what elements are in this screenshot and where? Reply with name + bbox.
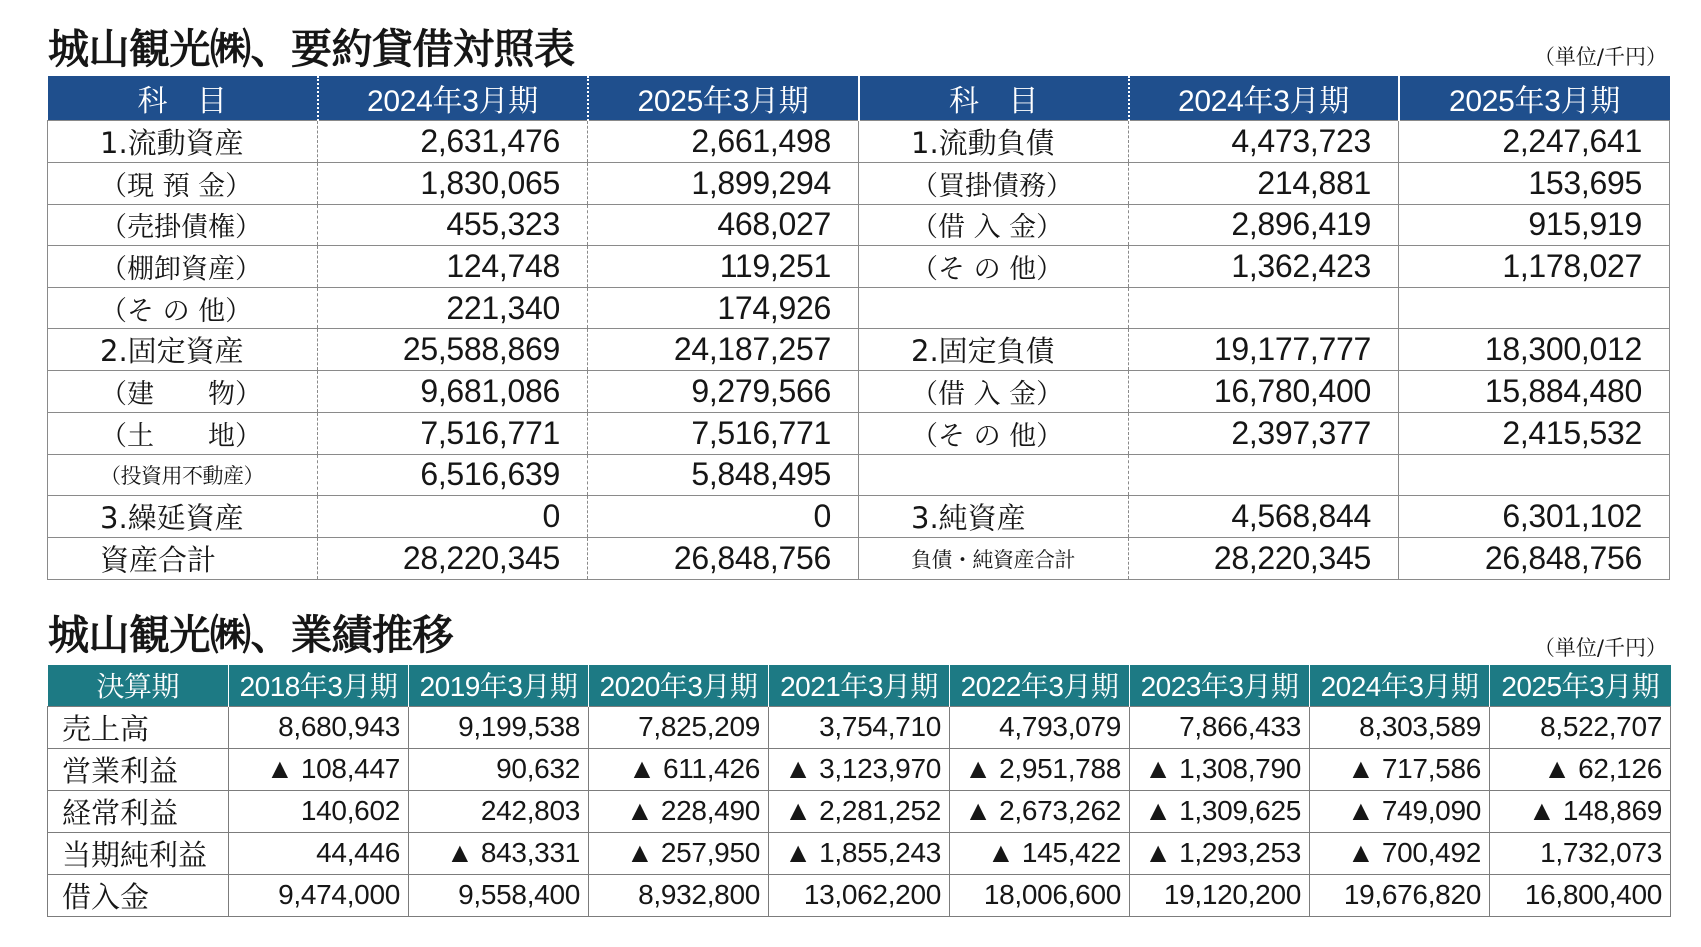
bs-asset-fy2024: 124,748	[318, 246, 588, 288]
bs-empty-cell	[1399, 454, 1670, 496]
bs-empty-cell	[1399, 287, 1670, 329]
perf-value: ▲ 700,492	[1310, 832, 1490, 874]
bs-liability-total-fy2024: 28,220,345	[1129, 538, 1399, 580]
perf-header-year: 2018年3月期	[229, 665, 409, 706]
bs-asset-label: （棚卸資産）	[48, 246, 318, 288]
perf-value: ▲ 1,309,625	[1130, 790, 1310, 832]
bs-asset-total-fy2025: 26,848,756	[588, 538, 859, 580]
bs-asset-label: 2.固定資産	[48, 329, 318, 371]
perf-row-label: 営業利益	[48, 748, 229, 790]
perf-value: ▲ 1,308,790	[1130, 748, 1310, 790]
bs-asset-label: （投資用不動産）	[48, 454, 318, 496]
perf-value: ▲ 2,673,262	[950, 790, 1130, 832]
perf-value: ▲ 2,951,788	[950, 748, 1130, 790]
bs-asset-fy2024: 6,516,639	[318, 454, 588, 496]
bs-row	[48, 163, 1670, 205]
perf-value: 3,754,710	[769, 706, 950, 748]
bs-header-fy2025-liabilities: 2025年3月期	[1399, 76, 1670, 121]
bs-asset-fy2025: 468,027	[588, 204, 859, 246]
perf-value: 7,825,209	[589, 706, 769, 748]
bs-asset-fy2025: 119,251	[588, 246, 859, 288]
perf-header-year: 2021年3月期	[769, 665, 950, 706]
bs-asset-label: （土 地）	[48, 412, 318, 454]
bs-row-total	[48, 538, 1670, 580]
perf-value: 9,474,000	[229, 874, 409, 916]
bs-asset-fy2024: 2,631,476	[318, 121, 588, 163]
bs-row	[48, 454, 1670, 496]
bs-liability-fy2025: 1,178,027	[1399, 246, 1670, 288]
perf-row-ordinary-profit	[48, 790, 1671, 832]
perf-row-label: 借入金	[48, 874, 229, 916]
perf-header-year: 2020年3月期	[589, 665, 769, 706]
bs-liability-label: 3.純資産	[859, 496, 1129, 538]
perf-value: 18,006,600	[950, 874, 1130, 916]
perf-value: ▲ 145,422	[950, 832, 1130, 874]
balance-sheet-unit: （単位/千円）	[1533, 45, 1667, 69]
perf-header-year: 2023年3月期	[1130, 665, 1310, 706]
performance-unit: （単位/千円）	[1533, 636, 1667, 660]
bs-liability-fy2025: 2,247,641	[1399, 121, 1670, 163]
perf-value: 9,199,538	[409, 706, 589, 748]
perf-value: 9,558,400	[409, 874, 589, 916]
bs-liability-label: （そ の 他）	[859, 246, 1129, 288]
bs-asset-fy2025: 1,899,294	[588, 163, 859, 205]
bs-asset-total-label: 資産合計	[48, 538, 318, 580]
bs-asset-label: 1.流動資産	[48, 121, 318, 163]
perf-value: 90,632	[409, 748, 589, 790]
bs-header-subject-assets: 科 目	[48, 76, 318, 121]
perf-header-year: 2022年3月期	[950, 665, 1130, 706]
perf-value: 8,932,800	[589, 874, 769, 916]
bs-asset-fy2025: 9,279,566	[588, 371, 859, 413]
bs-liability-label: （そ の 他）	[859, 412, 1129, 454]
perf-row-operating-profit	[48, 748, 1671, 790]
perf-value: 7,866,433	[1130, 706, 1310, 748]
bs-liability-fy2024: 4,473,723	[1129, 121, 1399, 163]
perf-value: ▲ 749,090	[1310, 790, 1490, 832]
bs-header-subject-liabilities: 科 目	[859, 76, 1129, 121]
bs-asset-label: （売掛債権）	[48, 204, 318, 246]
bs-liability-fy2025: 15,884,480	[1399, 371, 1670, 413]
bs-asset-fy2024: 1,830,065	[318, 163, 588, 205]
bs-header-fy2024-liabilities: 2024年3月期	[1129, 76, 1399, 121]
perf-value: 8,680,943	[229, 706, 409, 748]
perf-header-period: 決算期	[48, 665, 229, 706]
bs-liability-fy2025: 915,919	[1399, 204, 1670, 246]
bs-row	[48, 287, 1670, 329]
perf-value: 8,522,707	[1490, 706, 1671, 748]
bs-row	[48, 204, 1670, 246]
bs-liability-fy2025: 18,300,012	[1399, 329, 1670, 371]
perf-value: 19,120,200	[1130, 874, 1310, 916]
bs-liability-label: 1.流動負債	[859, 121, 1129, 163]
bs-asset-fy2025: 174,926	[588, 287, 859, 329]
bs-liability-fy2024: 214,881	[1129, 163, 1399, 205]
bs-asset-fy2025: 24,187,257	[588, 329, 859, 371]
bs-liability-fy2024: 16,780,400	[1129, 371, 1399, 413]
bs-asset-fy2024: 9,681,086	[318, 371, 588, 413]
perf-row-label: 当期純利益	[48, 832, 229, 874]
bs-liability-fy2025: 2,415,532	[1399, 412, 1670, 454]
perf-value: ▲ 717,586	[1310, 748, 1490, 790]
bs-asset-fy2024: 221,340	[318, 287, 588, 329]
bs-liability-label: （買掛債務）	[859, 163, 1129, 205]
bs-liability-fy2025: 6,301,102	[1399, 496, 1670, 538]
bs-asset-fy2025: 7,516,771	[588, 412, 859, 454]
bs-asset-fy2025: 0	[588, 496, 859, 538]
perf-value: ▲ 3,123,970	[769, 748, 950, 790]
bs-row	[48, 121, 1670, 163]
perf-value: 242,803	[409, 790, 589, 832]
perf-value: 19,676,820	[1310, 874, 1490, 916]
perf-value: 4,793,079	[950, 706, 1130, 748]
perf-value: ▲ 1,855,243	[769, 832, 950, 874]
perf-value: ▲ 62,126	[1490, 748, 1671, 790]
perf-value: 1,732,073	[1490, 832, 1671, 874]
bs-asset-fy2024: 25,588,869	[318, 329, 588, 371]
perf-row-label: 経常利益	[48, 790, 229, 832]
perf-value: 8,303,589	[1310, 706, 1490, 748]
bs-header-fy2024-assets: 2024年3月期	[318, 76, 588, 121]
bs-asset-label: 3.繰延資産	[48, 496, 318, 538]
bs-asset-fy2024: 7,516,771	[318, 412, 588, 454]
bs-row	[48, 412, 1670, 454]
perf-value: 44,446	[229, 832, 409, 874]
bs-liability-fy2024: 1,362,423	[1129, 246, 1399, 288]
perf-row-label: 売上高	[48, 706, 229, 748]
perf-value: 140,602	[229, 790, 409, 832]
bs-empty-cell	[859, 454, 1129, 496]
perf-row-net-income	[48, 832, 1671, 874]
bs-asset-total-fy2024: 28,220,345	[318, 538, 588, 580]
bs-header-fy2025-assets: 2025年3月期	[588, 76, 859, 121]
bs-asset-label: （現 預 金）	[48, 163, 318, 205]
bs-asset-fy2024: 455,323	[318, 204, 588, 246]
bs-liability-fy2024: 4,568,844	[1129, 496, 1399, 538]
perf-value: ▲ 843,331	[409, 832, 589, 874]
perf-header-year: 2024年3月期	[1310, 665, 1490, 706]
perf-row-borrowings	[48, 874, 1671, 916]
bs-liability-total-fy2025: 26,848,756	[1399, 538, 1670, 580]
bs-liability-fy2024: 2,397,377	[1129, 412, 1399, 454]
bs-liability-label: （借 入 金）	[859, 204, 1129, 246]
perf-value: ▲ 148,869	[1490, 790, 1671, 832]
bs-asset-fy2025: 5,848,495	[588, 454, 859, 496]
bs-liability-label: 2.固定負債	[859, 329, 1129, 371]
bs-asset-label: （建 物）	[48, 371, 318, 413]
bs-row	[48, 246, 1670, 288]
perf-value: 13,062,200	[769, 874, 950, 916]
bs-row	[48, 371, 1670, 413]
perf-value: ▲ 2,281,252	[769, 790, 950, 832]
perf-value: ▲ 611,426	[589, 748, 769, 790]
perf-header-year: 2019年3月期	[409, 665, 589, 706]
bs-header-row	[48, 76, 1670, 121]
perf-header-row	[48, 665, 1671, 706]
bs-asset-fy2025: 2,661,498	[588, 121, 859, 163]
bs-asset-fy2024: 0	[318, 496, 588, 538]
bs-row	[48, 329, 1670, 371]
bs-liability-fy2024: 19,177,777	[1129, 329, 1399, 371]
bs-liability-fy2025: 153,695	[1399, 163, 1670, 205]
perf-value: 16,800,400	[1490, 874, 1671, 916]
perf-header-year: 2025年3月期	[1490, 665, 1671, 706]
performance-title: 城山観光㈱、業績推移	[48, 611, 453, 659]
bs-empty-cell	[1129, 454, 1399, 496]
bs-asset-label: （そ の 他）	[48, 287, 318, 329]
perf-row-sales	[48, 706, 1671, 748]
perf-value: ▲ 108,447	[229, 748, 409, 790]
perf-value: ▲ 1,293,253	[1130, 832, 1310, 874]
bs-empty-cell	[1129, 287, 1399, 329]
perf-value: ▲ 257,950	[589, 832, 769, 874]
balance-sheet-table	[47, 76, 1670, 580]
bs-liability-total-label: 負債・純資産合計	[859, 538, 1129, 580]
bs-empty-cell	[859, 287, 1129, 329]
performance-table	[47, 665, 1671, 917]
bs-liability-label: （借 入 金）	[859, 371, 1129, 413]
bs-liability-fy2024: 2,896,419	[1129, 204, 1399, 246]
perf-value: ▲ 228,490	[589, 790, 769, 832]
balance-sheet-title: 城山観光㈱、要約貸借対照表	[48, 25, 575, 73]
bs-row	[48, 496, 1670, 538]
